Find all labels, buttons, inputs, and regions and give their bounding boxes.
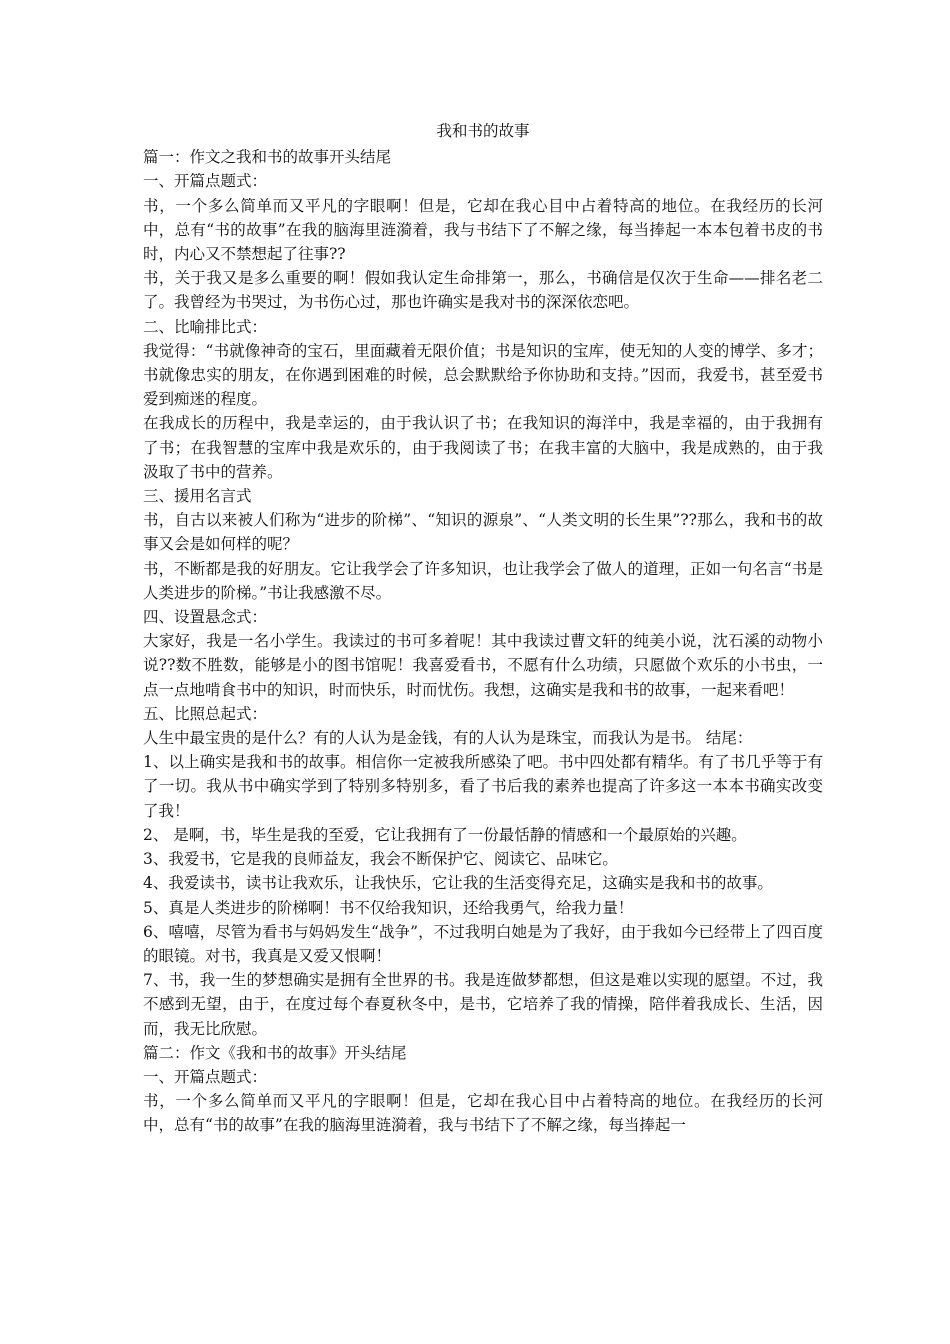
paragraph: 4、我爱读书，读书让我欢乐，让我快乐，它让我的生活变得充足，这确实是我和书的故事。 [143,874,773,893]
paragraph: 篇一：作文之我和书的故事开头结尾 [143,148,392,167]
document-title: 我和书的故事 [436,122,530,140]
document-page [143,119,823,1138]
paragraph: 我觉得：“书就像神奇的宝石，里面藏着无限价值；书是知识的宝库，使无知的人变的博学、多才；书就像忠实的朋友，在你遇到困难的时候，总会默默给予你协助和支持。”因而，我爱书，甚至爱书爱到痴迷的程度。 [143,341,823,409]
paragraph: 二、比喻排比式： [143,317,268,336]
paragraph: 3、我爱书，它是我的良师益友，我会不断保护它、阅读它、品味它。 [143,850,618,869]
paragraph: 人生中最宝贵的是什么？有的人认为是金钱，有的人认为是珠宝，而我认为是书。 结尾： [143,729,753,748]
paragraph: 书，自古以来被人们称为“进步的阶梯”、“知识的源泉”、“人类文明的长生果”??那么，我和书的故事又会是如何样的呢？ [143,511,823,554]
paragraph: 书，不断都是我的好朋友。它让我学会了许多知识，也让我学会了做人的道理，正如一句名言“书是人类进步的阶梯。”书让我感激不尽。 [143,559,823,602]
paragraph: 一、开篇点题式： [143,172,268,191]
paragraph: 6、嘻嘻，尽管为看书与妈妈发生“战争”，不过我明白她是为了我好，由于我如今已经带上了四百度的眼镜。对书，我真是又爱又恨啊！ [143,922,823,965]
paragraph: 在我成长的历程中，我是幸运的，由于我认识了书；在我知识的海洋中，我是幸福的，由于我拥有了书；在我智慧的宝库中我是欢乐的，由于我阅读了书；在我丰富的大脑中，我是成熟的，由于我汲取了书中的营养。 [143,414,823,481]
paragraph: 5、真是人类进步的阶梯啊！书不仅给我知识，还给我勇气，给我力量！ [143,898,634,917]
paragraph: 四、设置悬念式： [143,608,268,627]
paragraph: 2、 是啊，书，毕生是我的至爱，它让我拥有了一份最恬静的情感和一个最原始的兴趣。 [143,825,747,844]
paragraph: 五、比照总起式： [143,704,268,723]
paragraph: 书，一个多么简单而又平凡的字眼啊！但是，它却在我心目中占着特高的地位。在我经历的长河中，总有“书的故事”在我的脑海里涟漪着，我与书结下了不解之缘，每当捧起一 [143,1092,823,1135]
paragraph: 书，关于我又是多么重要的啊！假如我认定生命排第一，那么，书确信是仅次于生命——排名老二了。我曾经为书哭过，为书伤心过，那也许确实是我对书的深深依恋吧。 [143,269,823,312]
paragraph: 一、开篇点题式： [143,1067,268,1086]
paragraph: 书，一个多么简单而又平凡的字眼啊！但是，它却在我心目中占着特高的地位。在我经历的长河中，总有“书的故事”在我的脑海里涟漪着，我与书结下了不解之缘，每当捧起一本本包着书皮的书时，内心又不禁想起了往事?? [143,196,823,264]
paragraph: 篇二：作文《我和书的故事》开头结尾 [143,1043,407,1062]
paragraph: 1、以上确实是我和书的故事。相信你一定被我所感染了吧。书中四处都有精华。有了书几乎等于有了一切。我从书中确实学到了特别多特别多，看了书后我的素养也提高了许多这一本本书确实改变了我！ [143,753,823,820]
paragraph: 7、书，我一生的梦想确实是拥有全世界的书。我是连做梦都想，但这是难以实现的愿望。不过，我不感到无望，由于，在度过每个春夏秋冬中，是书，它培养了我的情操，陪伴着我成长、生活，因而，我无比欣慰。 [143,971,823,1038]
paragraph: 大家好，我是一名小学生。我读过的书可多着呢！其中我读过曹文轩的纯美小说，沈石溪的动物小说??数不胜数，能够是小的图书馆呢！我喜爱看书，不愿有什么功绩，只愿做个欢乐的小书虫，一点一点地啃食书中的知识，时而快乐，时而忧伤。我想，这确实是我和书的故事，一起来看吧！ [143,632,823,699]
document-body [143,145,823,1137]
paragraph: 三、援用名言式 [143,487,252,506]
